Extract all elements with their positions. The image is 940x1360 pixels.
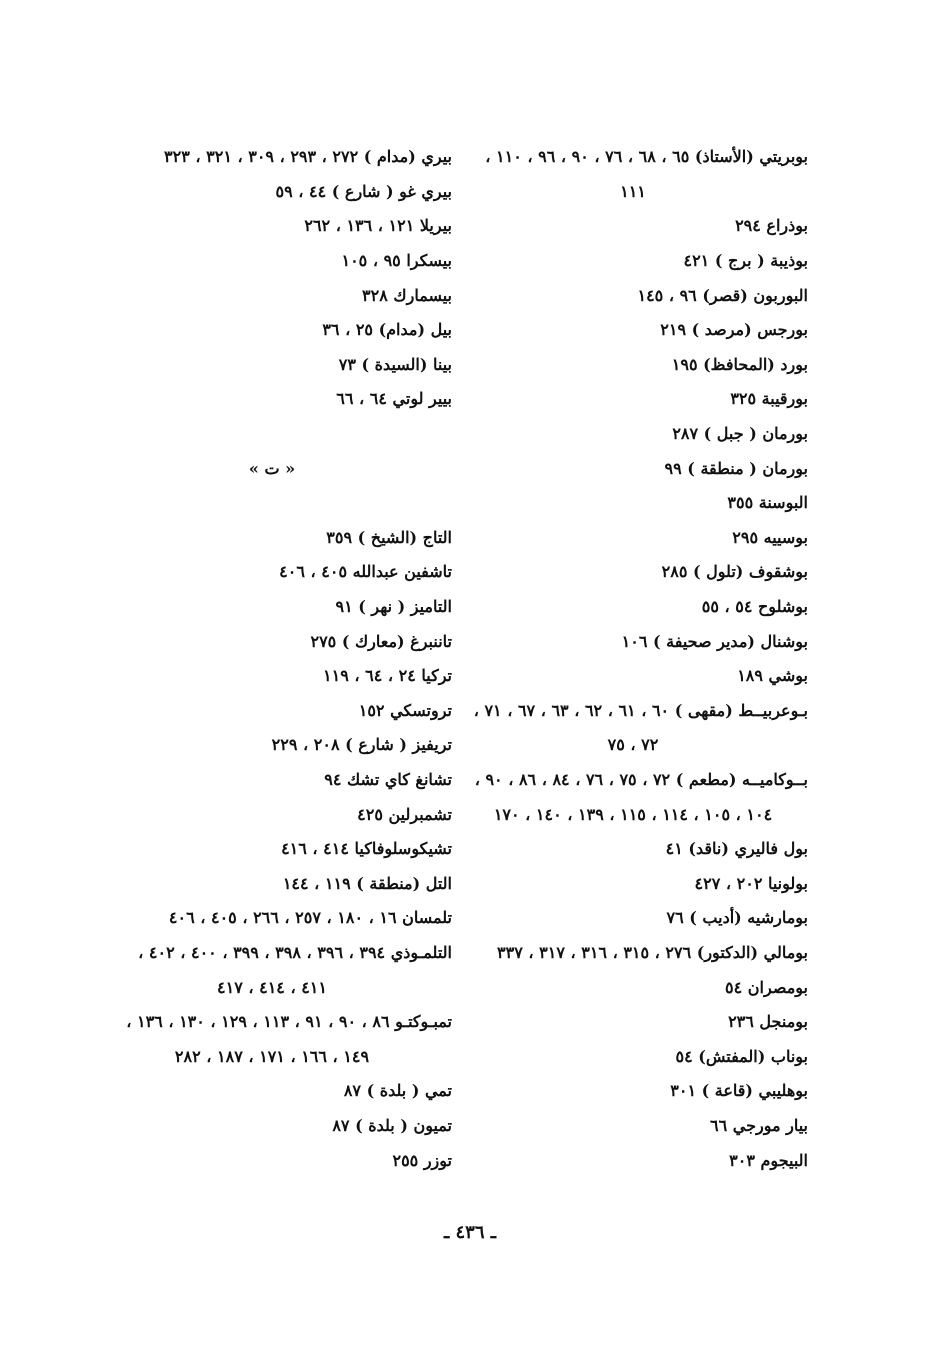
index-entry: بيل (مدام) ٢٥ ، ٣٦ <box>322 320 452 340</box>
index-entry: بوبريتي (الأستاذ) ٦٥ ، ٦٨ ، ٧٦ ، ٩٠ ، ٩٦ ، ١١٠ ، <box>485 147 808 167</box>
index-entry: تركيا ٢٤ ، ٦٤ ، ١١٩ <box>323 666 452 686</box>
index-entry: التل (منطقة ) ١١٩ ، ١٤٤ <box>282 873 452 893</box>
index-entry: بومارشيه (أديب ) ٧٦ <box>666 908 808 928</box>
index-column-right <box>458 140 808 1178</box>
index-entry: البيجوم ٣٠٣ <box>729 1150 808 1170</box>
index-entry: بيري (مدام ) ٢٧٢ ، ٢٩٣ ، ٣٠٩ ، ٣٢١ ، ٣٢٣ <box>164 147 452 167</box>
index-entry: تروتسكي ١٥٢ <box>358 700 452 720</box>
index-entry: بيسكرا ٩٥ ، ١٠٥ <box>341 251 452 271</box>
index-entry: التلمـوذي ٣٩٤ ، ٣٩٦ ، ٣٩٨ ، ٣٩٩ ، ٤٠٠ ، ٤٠٢ ، <box>138 942 452 962</box>
index-entry: بوشقوف (تلول ) ٢٨٥ <box>661 562 808 582</box>
spacer <box>92 486 452 521</box>
index-column-left <box>92 140 452 1178</box>
index-entry: البوسنة ٣٥٥ <box>727 493 808 513</box>
index-entry: بوذراع ٢٩٤ <box>735 216 808 236</box>
index-entry: تمبـوكتـو ٨٦ ، ٩٠ ، ٩١ ، ١١٣ ، ١٢٩ ، ١٣٠ ، ١٣٦ ، <box>126 1012 452 1032</box>
index-entry-continuation: ١١١ <box>620 181 646 201</box>
index-entry: بوشي ١٨٩ <box>737 666 808 686</box>
index-entry: تشانغ كاي تشك ٩٤ <box>324 769 452 789</box>
index-entry: بــوكاميــه (مطعم ) ٧٢ ، ٧٥ ، ٧٦ ، ٨٤ ، ٨٦ ، ٩٠ ، <box>474 769 808 789</box>
index-entry: تلمسان ١٦ ، ١٨٠ ، ٢٥٧ ، ٢٦٦ ، ٤٠٥ ، ٤٠٦ <box>168 908 452 928</box>
index-entry: التاج (الشيخ ) ٣٥٩ <box>326 527 452 547</box>
index-entry-continuation: ٤١١ ، ٤١٤ ، ٤١٧ <box>217 977 327 997</box>
index-entry: بوسييه ٢٩٥ <box>732 527 808 547</box>
index-entry-continuation: ١٤٩ ، ١٦٦ ، ١٧١ ، ١٨٧ ، ٢٨٢ <box>174 1046 370 1066</box>
index-entry: بورمان ( منطقة ) ٩٩ <box>664 458 808 478</box>
index-entry: بوشنال (مدير صحيفة ) ١٠٦ <box>621 631 808 651</box>
index-entry: بيري غو ( شارع ) ٤٤ ، ٥٩ <box>275 181 452 201</box>
index-entry: بـوعربيــط (مقهى ) ٦٠ ، ٦١ ، ٦٢ ، ٦٣ ، ٦٧ ، ٧١ ، <box>473 700 808 720</box>
index-entry: بورقيبة ٣٢٥ <box>730 389 808 409</box>
index-entry-continuation: ٧٢ ، ٧٥ <box>607 735 659 755</box>
index-entry: بومنجل ٢٣٦ <box>728 1012 808 1032</box>
index-entry: تشمبرلين ٤٢٥ <box>357 804 452 824</box>
spacer <box>92 417 452 452</box>
index-entry: تشيكوسلوفاكيا ٤١٤ ، ٤١٦ <box>281 839 452 859</box>
index-entry: بوشلوح ٥٤ ، ٥٥ <box>701 597 808 617</box>
index-entry: توزر ٢٥٥ <box>392 1150 452 1170</box>
section-letter-heading: « ت » <box>248 459 296 479</box>
index-entry: بولونيا ٢٠٢ ، ٤٢٧ <box>694 873 808 893</box>
index-entry: بوهليبي (قاعة ) ٣٠١ <box>670 1081 808 1101</box>
index-entry: بورد (المحافظ) ١٩٥ <box>671 354 808 374</box>
index-entry: تميون ( بلدة ) ٨٧ <box>332 1115 452 1135</box>
index-entry: التاميز ( نهر ) ٩١ <box>335 597 452 617</box>
index-entry: بومصران ٥٤ <box>725 977 808 997</box>
index-entry: بومالي (الدكتور) ٢٧٦ ، ٣١٥ ، ٣١٦ ، ٣١٧ ، ٣٣٧ <box>497 942 808 962</box>
index-entry: بوذيبة ( برج ) ٤٢١ <box>683 251 808 271</box>
index-entry: بيير لوتي ٦٤ ، ٦٦ <box>336 389 452 409</box>
index-entry: تمي ( بلدة ) ٨٧ <box>343 1081 452 1101</box>
index-entry: بول فاليري (ناقد) ٤١ <box>665 839 808 859</box>
index-entry: بيار مورجي ٦٦ <box>710 1115 808 1135</box>
index-entry: بيسمارك ٣٢٨ <box>362 285 452 305</box>
index-entry: بينا (السيدة ) ٧٣ <box>338 354 452 374</box>
index-entry: تريفيز ( شارع ) ٢٠٨ ، ٢٢٩ <box>271 735 452 755</box>
index-entry: البوربون (قصر) ٩٦ ، ١٤٥ <box>637 285 808 305</box>
index-entry: بيريلا ١٢١ ، ١٣٦ ، ٢٦٢ <box>304 216 452 236</box>
index-entry: تاشفين عبدالله ٤٠٥ ، ٤٠٦ <box>279 562 452 582</box>
index-entry-continuation: ١٠٤ ، ١٠٥ ، ١١٤ ، ١١٥ ، ١٣٩ ، ١٤٠ ، ١٧٠ <box>493 804 773 824</box>
index-entry: بوناب (المفتش) ٥٤ <box>675 1046 808 1066</box>
index-entry: بورجس (مرصد ) ٢١٩ <box>660 320 808 340</box>
index-entry: تاننبرغ (معارك ) ٢٧٥ <box>310 631 452 651</box>
page-number: ـ ٤٣٦ ـ <box>443 1222 497 1243</box>
index-entry: بورمان ( جبل ) ٢٨٧ <box>672 424 808 444</box>
